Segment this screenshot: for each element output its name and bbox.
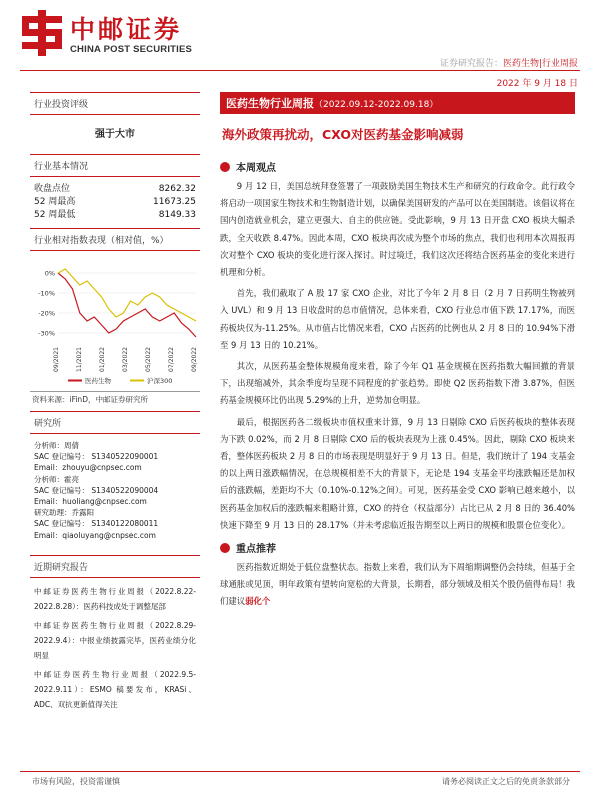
basics-heading: 行业基本情况 [30,154,200,177]
recent-report-link[interactable]: 中邮证券医药生物行业周报（2022.8.22-2022.8.28）：医药科技成处于调整尾部 [34,586,196,611]
company-name-en: CHINA POST SECURITIES [70,44,193,55]
analyst-line: SAC 登记编号： S1340122080011 [34,519,159,529]
body-paragraph: 其次，从医药基金整体规模角度来看，除了今年 Q1 基金规模在医药指数大幅回撤的背景下，出现缩减外，其余季度均呈现不同程度的扩张趋势。即使 Q2 医药指数下滑 3.87%，但医药基金规模环比仍出现 5.29%的上升，逆势加仓明显。 [220,361,575,406]
analyst-line: 分析师：周倩 [34,441,79,450]
section-title: 本周观点 [236,163,276,174]
chart-y-tick-label: -20% [38,309,55,318]
analyst-email[interactable]: Email：zhouyu@cnpsec.com [34,463,142,473]
chart-legend-label: 沪深300 [147,377,173,385]
basics-value: 11673.25 [153,197,196,207]
analyst-list [30,440,200,541]
body-paragraph: 9 月 12 日，美国总统拜登签署了一项鼓励美国生物技术生产和研究的行政命令。此行政令将启动一项国家生物技术和生物制造计划，以确保美国研发的产品可以在美国制造。该倡议将在国内创造就业机会，建立更强大、自主的供应链。受此影响，9 月 13 日开盘 CXO 板块大幅杀跌，全天收跌 8.47%。因此本周，CXO 板块再次成为整个市场的焦点，我们也利用本次周报再次对整个 CXO 板块的变化进行深入探讨。时过境迁，我们这次还将结合医药基金的变化来进行机理和分析。 [220,181,575,278]
analyst-line: SAC 登记编号： S1340522090004 [34,485,159,495]
recent-report-link[interactable]: 中邮证券医药生物行业周报（2022.9.5-2022.9.11）：ESMO 稿要发布，KRASi、ADC、双抗更新值得关注 [34,669,196,709]
report-title: 海外政策再扰动，CXO对医药基金影响减弱 [222,127,464,142]
chart-series-line [58,273,196,337]
chart-y-tick-label: 0% [44,269,55,278]
company-logo [20,8,200,60]
chart-y-tick-label: -10% [38,289,55,298]
body-text: 医药指数近期处于低位盘整状态。指数上来看，我们认为下周缩期调整仍会持续，但基于全球通胀或见顶，明年政策有望转向宽松的大背景，长期看，部分领域及相关个股仍值得布局！我们建议 [220,562,575,607]
rating-value: 强于大市 [95,129,135,140]
basics-row [30,209,200,222]
recent-report-list [30,584,200,712]
body-paragraph: 首先，我们截取了 A 股 17 家 CXO 企业，对比了今年 2 月 8 日（2 月 7 日药明生物被列入 UVL）和 9 月 13 日收盘时的总市值情况，总体来看，CXO 行业总市值下跌 17.17%，而医药板块仅为-11.25%。从市值占比情况来看，CXO 占医药的比例也从 2 月 8 日的 10.94%下滑至 9 月 13 日的 10.21%。 [220,288,575,350]
section-heading [220,159,575,174]
chart-source: 资料来源：iFinD，中邮证券研究所 [30,391,200,405]
chart-x-tick-label: 09/2021 [53,347,60,372]
bullet-icon [220,543,230,553]
report-category: 医药生物|行业周报 [502,59,578,69]
relative-index-chart [30,257,200,387]
banner-period: （2022.09.12-2022.09.18） [314,100,439,110]
basics-label: 52 周最高 [34,197,76,207]
basics-row [30,196,200,209]
basics-label: 52 周最低 [34,210,76,220]
chart-x-tick-label: 03/2022 [122,347,129,372]
section-heading [220,540,575,555]
main-content [220,92,575,615]
section-title: 重点推荐 [236,544,276,556]
analyst-line: 研究助理：乔露阳 [34,508,94,518]
recent-report-link[interactable]: 中邮证券医药生物行业周报（2022.8.29-2022.9.4）：中报业绩披露完毕，医药业绩分化明显 [34,620,196,660]
report-type-label: 证券研究报告： [439,59,503,69]
footer-risk-notice: 市场有风险，投资需谨慎 [32,777,120,786]
research-heading: 研究所 [30,411,200,434]
recent-heading: 近期研究报告 [30,555,200,578]
body-paragraph [220,559,575,611]
chart-x-tick-label: 07/2022 [168,347,175,372]
basics-label: 收盘点位 [34,184,71,194]
analyst-email[interactable]: Email：qiaoluyang@cnpsec.com [34,530,156,540]
basics-value: 8262.32 [158,184,196,194]
report-type [440,56,578,69]
analyst-line: 分析师：霍亮 [34,474,79,484]
company-name-cn: 中邮证券 [70,15,183,44]
basics-value: 8149.33 [158,210,196,220]
chart-x-tick-label: 05/2022 [145,347,152,372]
report-date: 2022 年 9 月 18 日 [496,79,578,89]
chart-x-tick-label: 09/2022 [191,347,198,372]
chart-y-tick-label: -30% [38,329,55,338]
sidebar [30,92,200,716]
footer-disclaimer: 请务必阅读正文之后的免责条款部分 [442,777,570,786]
chart-x-tick-label: 01/2022 [99,347,106,372]
rating-heading: 行业投资评级 [30,92,200,115]
bullet-icon [220,162,230,172]
header-divider [20,70,580,71]
banner-title: 医药生物行业周报 [226,97,314,110]
chart-x-tick-label: 11/2021 [76,347,83,372]
body-paragraph: 最后，根据医药各二级板块市值权重来计算，9 月 13 日剔除 CXO 后医药板块的整体表现为下跌 0.02%，而 2 月 8 日剔除 CXO 后的板块表现为上涨 0.45%。因此，剔除 CXO 板块来看，整体医药板块 2 月 8 日的市场表现是明显好于 9 月 13 日。但是，我们统计了 194 支基金的以上两日涨跌幅情况，在总规模相差不大的背景下，无论是 194 支基金平均涨跌幅还是加权后的涨跌幅，差距均不大（0.10%-0.12%之间）。可见，医药基金受 CXO 影响已越来越小，以医药基金加权后的涨跌幅来粗略计算，CXO 的持仓（权益部分）占比已从 2 月 8 日的 36.40%快速下降至 9 月 13 日的 28.17%（并未考虑临近报告期至以上两日的规模和股票仓位变化）。 [220,416,575,530]
chart-legend-label: 医药生物 [85,377,111,385]
chart-svg [30,257,200,387]
analyst-line: SAC 登记编号： S1340522090001 [34,452,159,462]
body-highlight: 弱化个 [245,596,271,607]
report-banner [220,92,575,114]
chart-heading: 行业相对指数表现（相对值，%） [30,228,200,251]
analyst-email[interactable]: Email：huoliang@cnpsec.com [34,497,147,507]
basics-row [30,183,200,196]
china-post-emblem-icon [20,10,64,56]
footer-divider [20,771,580,772]
